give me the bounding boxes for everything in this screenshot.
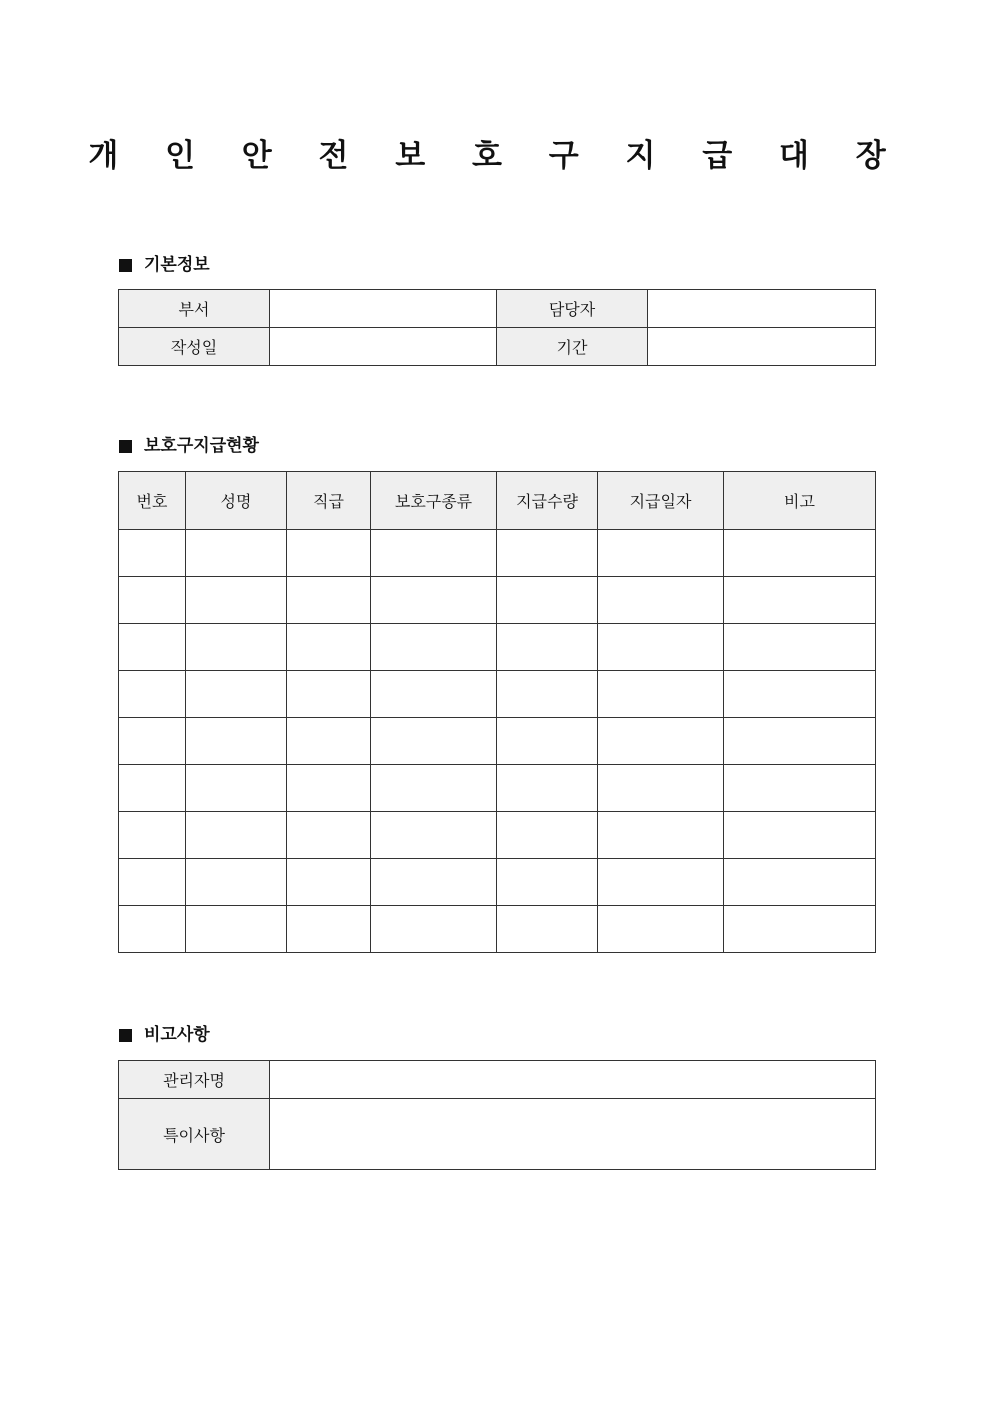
table-cell[interactable] [287, 624, 371, 671]
section-heading-records [119, 434, 259, 458]
table-cell[interactable] [598, 906, 724, 953]
section-heading-basic-info [119, 253, 210, 277]
table-header-row [119, 472, 876, 530]
table-cell[interactable] [186, 859, 287, 906]
date-field[interactable] [270, 328, 497, 366]
table-cell[interactable] [724, 906, 876, 953]
table-cell[interactable] [497, 859, 598, 906]
table-cell[interactable] [371, 671, 497, 718]
table-cell[interactable] [287, 859, 371, 906]
table-cell[interactable] [724, 859, 876, 906]
square-bullet-icon [119, 259, 132, 272]
table-cell[interactable] [497, 906, 598, 953]
table-cell[interactable] [287, 765, 371, 812]
table-row [119, 530, 876, 577]
admin-name-field[interactable] [270, 1061, 876, 1099]
table-cell[interactable] [724, 812, 876, 859]
table-cell[interactable] [598, 530, 724, 577]
table-cell[interactable] [497, 765, 598, 812]
table-cell[interactable] [598, 671, 724, 718]
table-cell[interactable] [598, 765, 724, 812]
period-label: 기간 [497, 328, 648, 366]
manager-label: 담당자 [497, 290, 648, 328]
basic-info-table [118, 289, 876, 366]
table-cell[interactable] [287, 906, 371, 953]
section-heading-label: 비고사항 [144, 1025, 210, 1045]
table-cell[interactable] [724, 577, 876, 624]
table-cell[interactable] [598, 577, 724, 624]
table-cell[interactable] [186, 812, 287, 859]
table-cell[interactable] [119, 906, 186, 953]
table-cell[interactable] [724, 530, 876, 577]
table-cell[interactable] [119, 671, 186, 718]
table-cell[interactable] [371, 530, 497, 577]
table-cell[interactable] [724, 671, 876, 718]
table-row [119, 1099, 876, 1170]
col-header-name: 성명 [186, 472, 287, 530]
table-cell[interactable] [371, 577, 497, 624]
table-cell[interactable] [371, 624, 497, 671]
table-cell[interactable] [119, 577, 186, 624]
records-body [119, 530, 876, 953]
table-row [119, 577, 876, 624]
col-header-equipment-type: 보호구종류 [371, 472, 497, 530]
table-cell[interactable] [598, 859, 724, 906]
table-cell[interactable] [724, 765, 876, 812]
table-cell[interactable] [497, 671, 598, 718]
table-cell[interactable] [186, 718, 287, 765]
date-label: 작성일 [119, 328, 270, 366]
department-label: 부서 [119, 290, 270, 328]
table-cell[interactable] [497, 577, 598, 624]
col-header-rank: 직급 [287, 472, 371, 530]
page-title: 개 인 안 전 보 호 구 지 급 대 장 [88, 138, 904, 174]
table-row [119, 812, 876, 859]
special-notes-field[interactable] [270, 1099, 876, 1170]
table-cell[interactable] [371, 718, 497, 765]
table-cell[interactable] [598, 718, 724, 765]
table-cell[interactable] [287, 530, 371, 577]
table-cell[interactable] [119, 530, 186, 577]
remarks-table [118, 1060, 876, 1170]
table-cell[interactable] [119, 718, 186, 765]
table-cell[interactable] [371, 765, 497, 812]
square-bullet-icon [119, 440, 132, 453]
table-row [119, 765, 876, 812]
table-cell[interactable] [119, 765, 186, 812]
table-row [119, 718, 876, 765]
table-cell[interactable] [497, 624, 598, 671]
table-cell[interactable] [186, 765, 287, 812]
table-cell[interactable] [371, 859, 497, 906]
table-cell[interactable] [287, 812, 371, 859]
table-cell[interactable] [598, 812, 724, 859]
table-cell[interactable] [724, 624, 876, 671]
records-table [118, 471, 876, 953]
section-heading-remarks [119, 1023, 210, 1047]
table-row [119, 624, 876, 671]
table-cell[interactable] [186, 530, 287, 577]
table-cell[interactable] [598, 624, 724, 671]
table-row [119, 859, 876, 906]
table-cell[interactable] [186, 671, 287, 718]
manager-field[interactable] [648, 290, 876, 328]
table-cell[interactable] [119, 859, 186, 906]
col-header-quantity: 지급수량 [497, 472, 598, 530]
table-cell[interactable] [287, 577, 371, 624]
section-heading-label: 기본정보 [144, 255, 210, 275]
col-header-note: 비고 [724, 472, 876, 530]
table-cell[interactable] [497, 718, 598, 765]
table-cell[interactable] [186, 906, 287, 953]
table-row [119, 1061, 876, 1099]
special-notes-label: 특이사항 [119, 1099, 270, 1170]
admin-name-label: 관리자명 [119, 1061, 270, 1099]
period-field[interactable] [648, 328, 876, 366]
table-cell[interactable] [186, 624, 287, 671]
department-field[interactable] [270, 290, 497, 328]
table-cell[interactable] [371, 812, 497, 859]
table-cell[interactable] [119, 624, 186, 671]
table-row [119, 290, 876, 328]
table-cell[interactable] [497, 812, 598, 859]
table-row [119, 671, 876, 718]
square-bullet-icon [119, 1029, 132, 1042]
table-cell[interactable] [287, 671, 371, 718]
table-cell[interactable] [371, 906, 497, 953]
col-header-issue-date: 지급일자 [598, 472, 724, 530]
table-cell[interactable] [186, 577, 287, 624]
table-row [119, 906, 876, 953]
section-heading-label: 보호구지급현황 [144, 436, 259, 456]
table-cell[interactable] [119, 812, 186, 859]
table-row [119, 328, 876, 366]
table-cell[interactable] [497, 530, 598, 577]
table-cell[interactable] [724, 718, 876, 765]
col-header-number: 번호 [119, 472, 186, 530]
table-cell[interactable] [287, 718, 371, 765]
